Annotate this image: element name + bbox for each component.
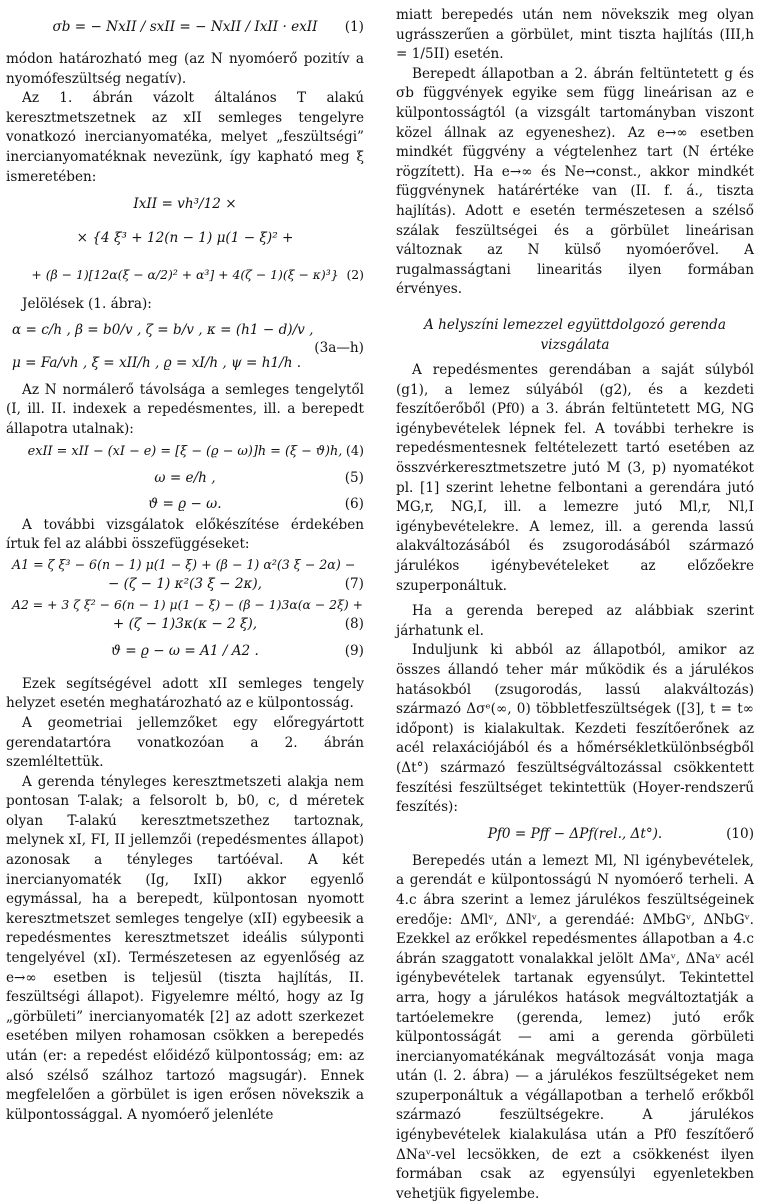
- equation-4: [6, 440, 364, 464]
- equation-2b: [6, 223, 364, 255]
- equation-3a-text: α = c/h , β = b0/v , ζ = b/v , κ = (h1 − d)/v ,: [12, 321, 314, 338]
- paragraph: A repedésmentes gerendában a saját súlyból (g1), a lemez súlyából (g2), és a kezdeti feszítőerőből (Pf0) a 3. ábrán feltüntetett MG, NG igénybevételek lépnek fel. A további terhekre is repedésmentesnek feltételezett tartó esetében az összvérkeresztmetszetre jutó M (3, p) nyomatékot pl. [1] szerint lehetne felbontani a gerendára jutó MG,r, NG,I, ill. a lemezre jutó Ml,r, Nl,I igénybevételekre. A lemez, ill. a gerenda lassú alakváltozásából és zsugorodásából származó járulékos igénybevételeket az előzőekre szuperponáltuk.: [396, 362, 754, 594]
- left-column: [6, 6, 364, 1125]
- equation-3b: [6, 339, 364, 381]
- equation-9-number: (9): [344, 642, 364, 659]
- equation-7a: [6, 555, 364, 575]
- equation-10: [396, 818, 754, 852]
- equation-5-text: ω = e/h ,: [154, 469, 216, 486]
- equation-8-number: (8): [344, 615, 364, 632]
- paragraph: Berepedés után a lemezt Ml, Nl igénybevételek, a gerendát e külpontosságú N nyomóerő terheli. A 4.c ábra szerint a lemez járulékos feszültségeinek eredője: ΔMlᵛ, ΔNlᵛ, a gerendáé: ΔMbGᵛ, ΔNbGᵛ. Ezekkel az erőkkel repedésmentes állapotban a 4.c ábrán szaggatott vonalakkal jelölt ΔMaᵛ, ΔNaᵛ acél igénybevételek tartanak egyensúlyt. Tekintettel arra, hogy a járulékos hatások megváltoztatják a tartóelemekre (gerenda, lemez) jutó erők külpontosságát — ami a gerenda görbületi inercianyomatékának megváltozását vonja maga után (l. 2. ábra) — a járulékos feszültségeket nem szuperponáltuk a végállapotban a terhelő erőkből származó feszültségekre. A járulékos igénybevételek kialakulása után a Pf0 feszítőerő ΔNaᵛ-vel lecsökken, de ezt a csökkenést ilyen formában csak az egyensúlyi egyenletekben vehetjük figyelembe.: [396, 852, 754, 1202]
- equation-6-number: (6): [344, 495, 364, 512]
- equation-6-text: ϑ = ϱ − ω.: [148, 495, 222, 512]
- paragraph: Berepedt állapotban a 2. ábrán feltüntetett g és σb függvények egyike sem függ lineárisan az e külpontosságtól (a vizsgált tartományban viszont közel állnak az egyeneshez). Az e→∞ esetben mindkét függvény a végtelenhez tart (N értéke rögzített). Ha e→∞ és Ne→const., akkor mindkét függvénynek határértéke van (II. f. á., tiszta hajlítás). Adott e esetén természetesen a szélső szálak feszültségei és a görbület lineárisan változnak az N külső nyomóerővel. A rugalmasságtani linearitás ilyen formában érvényes.: [396, 65, 754, 298]
- equation-7a-text: A1 = ζ ξ³ − 6(n − 1) μ(1 − ξ) + (β − 1) α²(3 ξ − 2α) −: [12, 556, 356, 572]
- paragraph: módon határozható meg (az N nyomóerő pozitív a nyomófeszültség negatív).: [6, 51, 364, 87]
- paragraph: Ezek segítségével adott xII semleges tengely helyzet esetén meghatározható az e külpontosság.: [6, 675, 364, 712]
- equation-10-number: (10): [726, 825, 754, 842]
- equation-8b-text: + (ζ − 1)3κ(κ − 2 ξ),: [112, 615, 258, 632]
- equation-1-text: σb = − NxII / sxII = − NxII / IxII · exII: [52, 19, 318, 36]
- equation-2c-text: + (β − 1)[12α(ξ − α/2)² + α³] + 4(ζ − 1)(ξ − κ)³}: [31, 267, 339, 283]
- paragraph: Ha a gerenda bereped az alábbiak szerint járhatunk el.: [396, 603, 754, 639]
- equation-3a: [6, 315, 364, 347]
- paragraph: Az N normálerő távolsága a semleges tengelytől (I, ill. II. indexek a repedésmentes, ill. a berepedt állapotra utalnak):: [6, 381, 364, 437]
- equation-5: [6, 464, 364, 494]
- equation-4-text: exII = xII − (xI − e) = [ξ − (ϱ − ω)]h = (ξ − ϑ)h,: [27, 443, 343, 459]
- right-column: [396, 6, 754, 1204]
- section-title: [396, 316, 754, 355]
- equation-2a: [6, 187, 364, 223]
- paragraph: Az 1. ábrán vázolt általános T alakú keresztmetszetnek az xII semleges tengelyre vonatkozó inercianyomatéka, melyet „feszültségi” inercianyomatéknak nevezünk, így kapható meg ξ ismeretében:: [6, 90, 364, 185]
- equation-8a: [6, 595, 364, 615]
- equation-9-text: ϑ = ϱ − ω = A1 / A2 .: [111, 642, 259, 659]
- equation-8b: [6, 615, 364, 635]
- paragraph: A geometriai jellemzőket egy előregyártott gerendatartóra vonatkozóan a 2. ábrán szemléltettük.: [6, 714, 364, 771]
- equation-3b-text: μ = Fa/vh , ξ = xII/h , ϱ = xI/h , ψ = h1/h .: [12, 354, 302, 371]
- equation-7b: [6, 575, 364, 595]
- equation-2a-text: IxII = vh³/12 ×: [133, 196, 237, 213]
- paragraph: A gerenda tényleges keresztmetszeti alakja nem pontosan T-alak; a felsorolt b, b0, c, d méretek olyan T-alakú keresztmetszethez tartoznak, melynek xI, FI, II jellemzői (repedésmentes állapot) azonosak a tényleges tartóéval. A két inercianyomaték (Ig, IxII) akkor egyenlő egymással, ha a berepedt, külpontosan nyomott keresztmetszet semleges tengelye (xII) egybeesik a repedésmentes keresztmetszet ideális súlyponti tengelyével (xI). Természetesen az egyenlőség az e→∞ esetben is teljesül (tiszta hajlítás, II. feszültségi állapot). Figyelemre méltó, hogy az Ig „görbületi” inercianyomaték [2] az adott szerkezet esetében milyen rohamosan csökken a berepedés után (er: a repedést előidéző külpontosság; em: az alsó szélső szálhoz tartozó magsugár). Ennek megfelelően a görbület is igen erősen növekszik a külpontossággal. A nyomóerő jelenléte: [6, 773, 364, 1123]
- equation-9: [6, 635, 364, 669]
- equation-1: [6, 6, 364, 50]
- paragraph: miatt berepedés után nem növekszik meg olyan ugrásszerűen a görbület, mint tiszta hajlítás (III,h = 1/5II) esetén.: [396, 7, 754, 63]
- equation-2c: [6, 255, 364, 295]
- equation-8a-text: A2 = + 3 ζ ξ² − 6(n − 1) μ(1 − ξ) − (β − 1)3α(α − 2ξ) +: [12, 596, 364, 612]
- equation-10-text: Pf0 = Pff − ΔPf(rel., Δt°).: [487, 825, 663, 842]
- equation-1-number: (1): [344, 19, 364, 36]
- equation-7-number: (7): [344, 575, 364, 592]
- paragraph: Induljunk ki abból az állapotból, amikor az összes állandó teher már működik és a járulékos hatásokból (zsugorodás, lassú alakváltozás) származó Δσᵉ(∞, 0) többletfeszültségek ([3], t = t∞ időpont) is kialakultak. Kezdeti feszítőerőnek az acél relaxációjából és a hőmérsékletkülönbségből (Δt°) származó feszültségváltozással csökkentett feszítési feszültséget tekintettük (Hoyer-rendszerű feszítés):: [396, 642, 754, 816]
- equation-2b-text: × {4 ξ³ + 12(n − 1) μ(1 − ξ)² +: [76, 230, 294, 247]
- paragraph: Jelölések (1. ábra):: [22, 296, 152, 313]
- equation-2-number: (2): [346, 267, 364, 283]
- equation-3-number: (3a—h): [314, 339, 364, 356]
- equation-6: [6, 494, 364, 516]
- equation-4-number: (4): [345, 443, 364, 459]
- equation-5-number: (5): [344, 469, 364, 486]
- section-title-line-2: vizsgálata: [540, 336, 610, 353]
- section-title-line-1: A helyszíni lemezzel együttdolgozó gerenda: [424, 316, 726, 333]
- equation-7b-text: − (ζ − 1) κ²(3 ξ − 2κ),: [107, 575, 263, 592]
- paragraph: A további vizsgálatok előkészítése érdekében írtuk fel az alábbi összefüggéseket:: [6, 516, 364, 553]
